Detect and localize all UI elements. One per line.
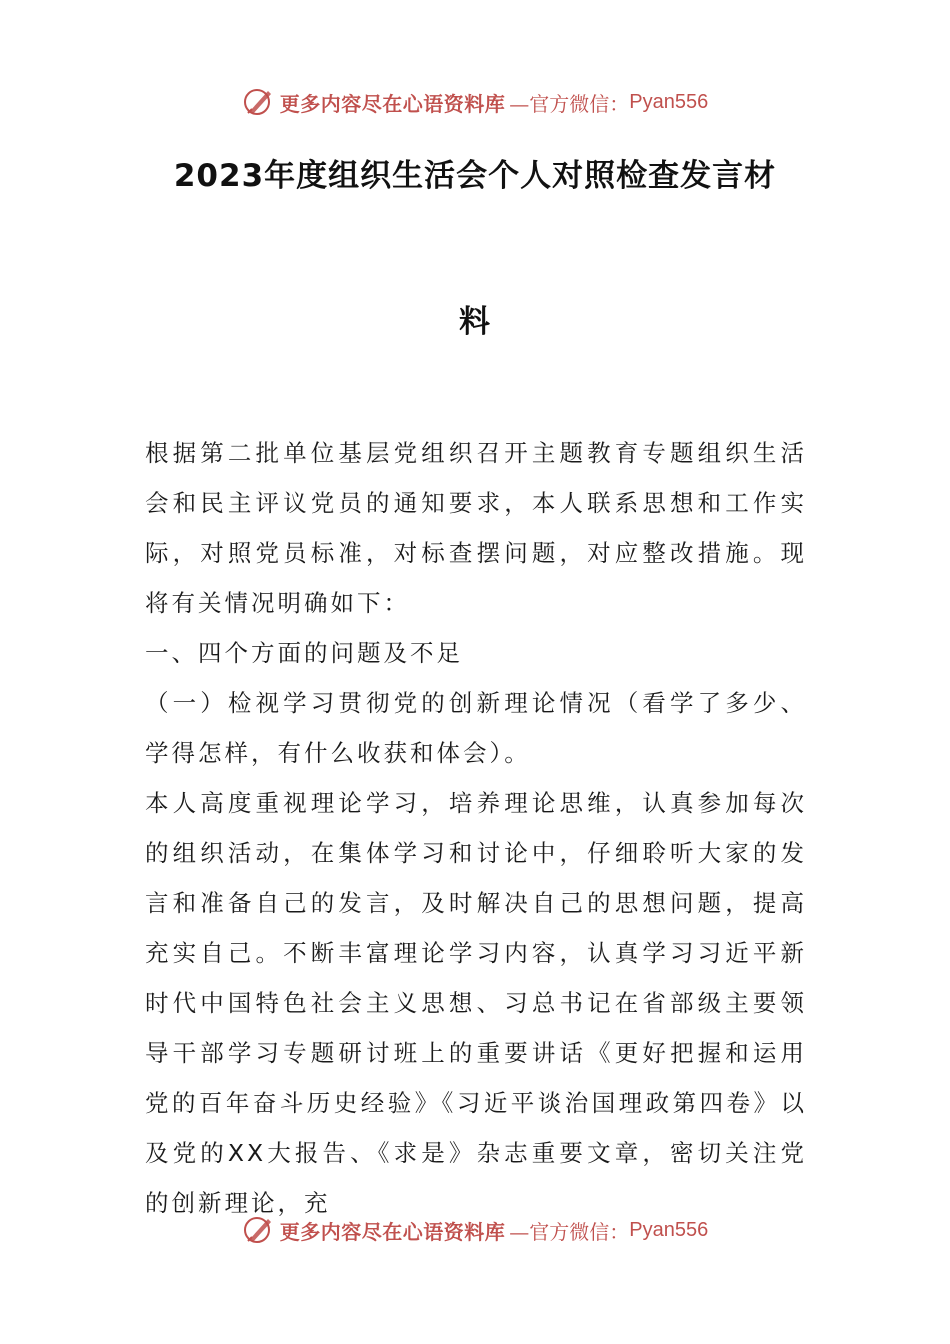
- subsection-heading-1: （一）检视学习贯彻党的创新理论情况（看学了多少、学得怎样，有什么收获和体会）。: [145, 689, 807, 767]
- quill-pen-logo-icon: [242, 1213, 276, 1247]
- document-title-line-2: 料: [459, 304, 491, 340]
- body-paragraph-study: 本人高度重视理论学习，培养理论思维，认真参加每次的组织活动，在集体学习和讨论中，仔细聆听大家的发言和准备自己的发言，及时解决自己的思想问题，提高充实自己。不断丰富理论学习内容，认真学习习近平新时代中国特色社会主义思想、习总书记在省部级主要领导干部学习专题研讨班上的重要讲话《更好把握和运用党的百年奋斗历史经验》《习近平谈治国理政第四卷》以及党的XX大报告、《求是》杂志重要文章，密切关注党的创新理论，充: [145, 789, 807, 1217]
- document-body: [145, 428, 807, 1228]
- section-heading-1: 一、四个方面的问题及不足: [145, 639, 463, 667]
- banner-wechat-label: —官方微信：: [509, 1219, 630, 1244]
- banner-wechat-label: —官方微信：: [509, 91, 630, 116]
- document-title-line-1: 2023年度组织生活会个人对照检查发言材: [173, 158, 777, 194]
- footer-watermark-banner: [0, 1210, 950, 1250]
- banner-brand-text: 更多内容尽在心语资料库: [279, 91, 506, 116]
- body-paragraph-intro: 根据第二批单位基层党组织召开主题教育专题组织生活会和民主评议党员的通知要求，本人联系思想和工作实际，对照党员标准，对标查摆问题，对应整改措施。现将有关情况明确如下：: [145, 439, 807, 617]
- banner-wechat-id: Pyan556: [629, 90, 709, 113]
- header-watermark-banner: [0, 82, 950, 122]
- banner-brand-text: 更多内容尽在心语资料库: [279, 1219, 506, 1244]
- quill-pen-logo-icon: [242, 85, 276, 119]
- banner-wechat-id: Pyan556: [629, 1218, 709, 1241]
